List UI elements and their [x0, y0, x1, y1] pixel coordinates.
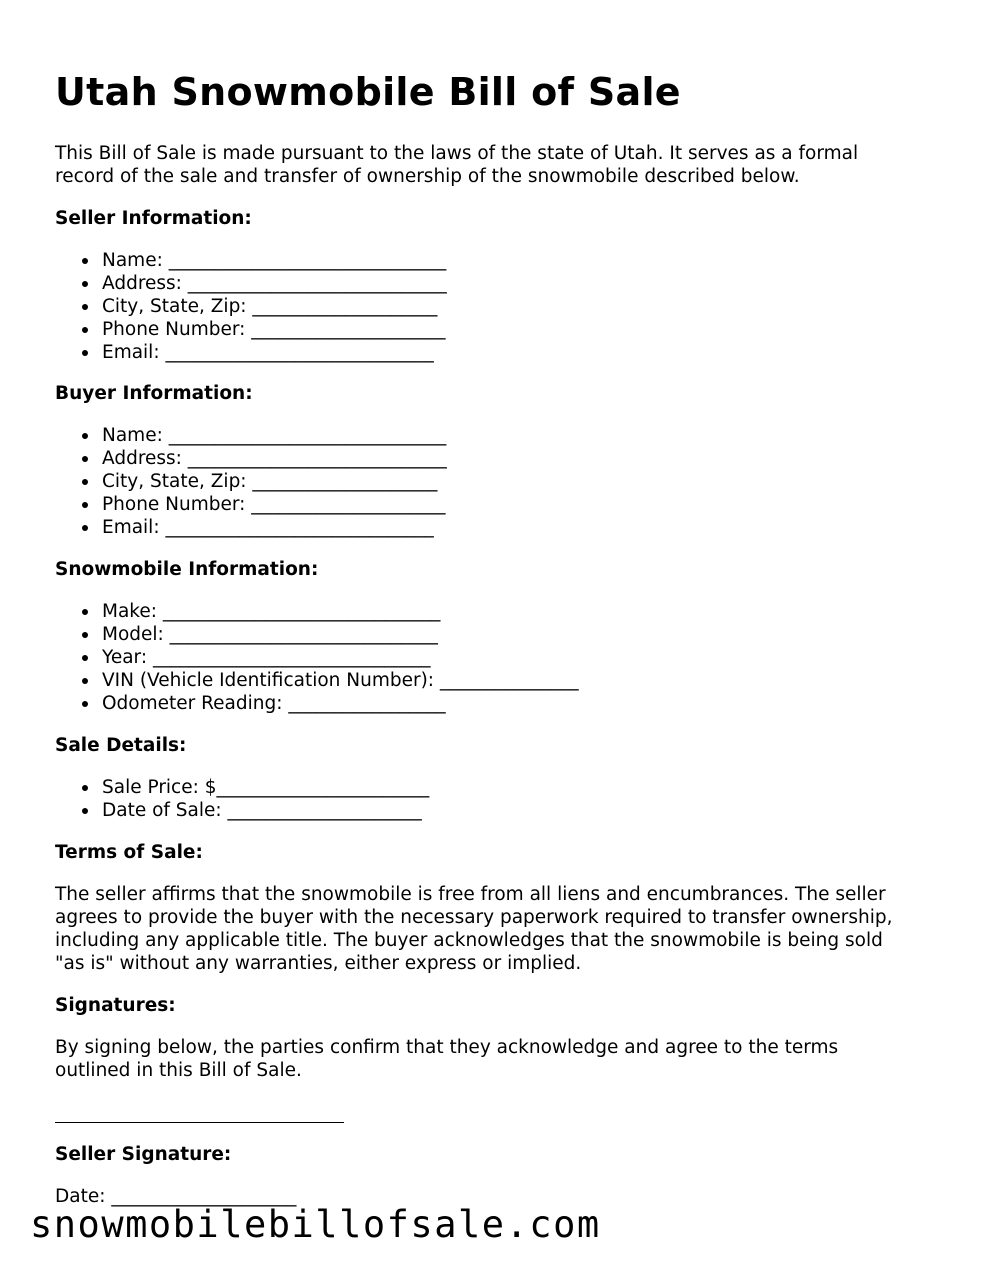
signatures-heading: Signatures: [55, 995, 176, 1016]
seller-address-field[interactable]: Address: ____________________________ [55, 272, 447, 295]
seller-name-field[interactable]: Name: ______________________________ [55, 249, 447, 272]
snowmobile-make-field[interactable]: Make: ______________________________ [55, 600, 579, 623]
snowmobile-model-field[interactable]: Model: _____________________________ [55, 623, 579, 646]
buyer-list [55, 424, 447, 539]
buyer-email-field[interactable]: Email: _____________________________ [55, 516, 447, 539]
buyer-phone-field[interactable]: Phone Number: _____________________ [55, 493, 447, 516]
seller-list [55, 249, 447, 364]
snowmobile-list [55, 600, 579, 715]
terms-line-2: agrees to provide the buyer with the necessary paperwork required to transfer ownership, [55, 907, 893, 928]
watermark: snowmobilebillofsale.com [30, 1203, 601, 1246]
terms-line-4: "as is" without any warranties, either express or implied. [55, 953, 582, 974]
terms-line-3: including any applicable title. The buyer acknowledges that the snowmobile is being sold [55, 930, 883, 951]
sale-date-field[interactable]: Date of Sale: _____________________ [55, 799, 429, 822]
seller-phone-field[interactable]: Phone Number: _____________________ [55, 318, 447, 341]
signatures-line-1: By signing below, the parties confirm that they acknowledge and agree to the terms [55, 1037, 839, 1058]
sale-heading: Sale Details: [55, 735, 187, 756]
intro-line-1: This Bill of Sale is made pursuant to the laws of the state of Utah. It serves as a formal [55, 143, 859, 164]
document-title: Utah Snowmobile Bill of Sale [55, 70, 681, 114]
seller-email-field[interactable]: Email: _____________________________ [55, 341, 447, 364]
buyer-heading: Buyer Information: [55, 383, 253, 404]
intro-line-2: record of the sale and transfer of ownership of the snowmobile described below. [55, 166, 800, 187]
seller-date-field[interactable]: Date: ____________________ [55, 1186, 297, 1207]
sale-price-field[interactable]: Sale Price: $_______________________ [55, 776, 429, 799]
seller-heading: Seller Information: [55, 208, 252, 229]
buyer-city-state-zip-field[interactable]: City, State, Zip: ____________________ [55, 470, 447, 493]
seller-city-state-zip-field[interactable]: City, State, Zip: ____________________ [55, 295, 447, 318]
seller-signature-line[interactable] [55, 1106, 344, 1123]
buyer-name-field[interactable]: Name: ______________________________ [55, 424, 447, 447]
snowmobile-vin-field[interactable]: VIN (Vehicle Identification Number): _______________ [55, 669, 579, 692]
signatures-line-2: outlined in this Bill of Sale. [55, 1060, 302, 1081]
sale-list [55, 776, 429, 822]
snowmobile-year-field[interactable]: Year: ______________________________ [55, 646, 579, 669]
terms-line-1: The seller affirms that the snowmobile is free from all liens and encumbrances. The seller [55, 884, 886, 905]
terms-heading: Terms of Sale: [55, 842, 203, 863]
seller-signature-label: Seller Signature: [55, 1144, 232, 1165]
buyer-address-field[interactable]: Address: ____________________________ [55, 447, 447, 470]
snowmobile-heading: Snowmobile Information: [55, 559, 319, 580]
snowmobile-odometer-field[interactable]: Odometer Reading: _________________ [55, 692, 579, 715]
